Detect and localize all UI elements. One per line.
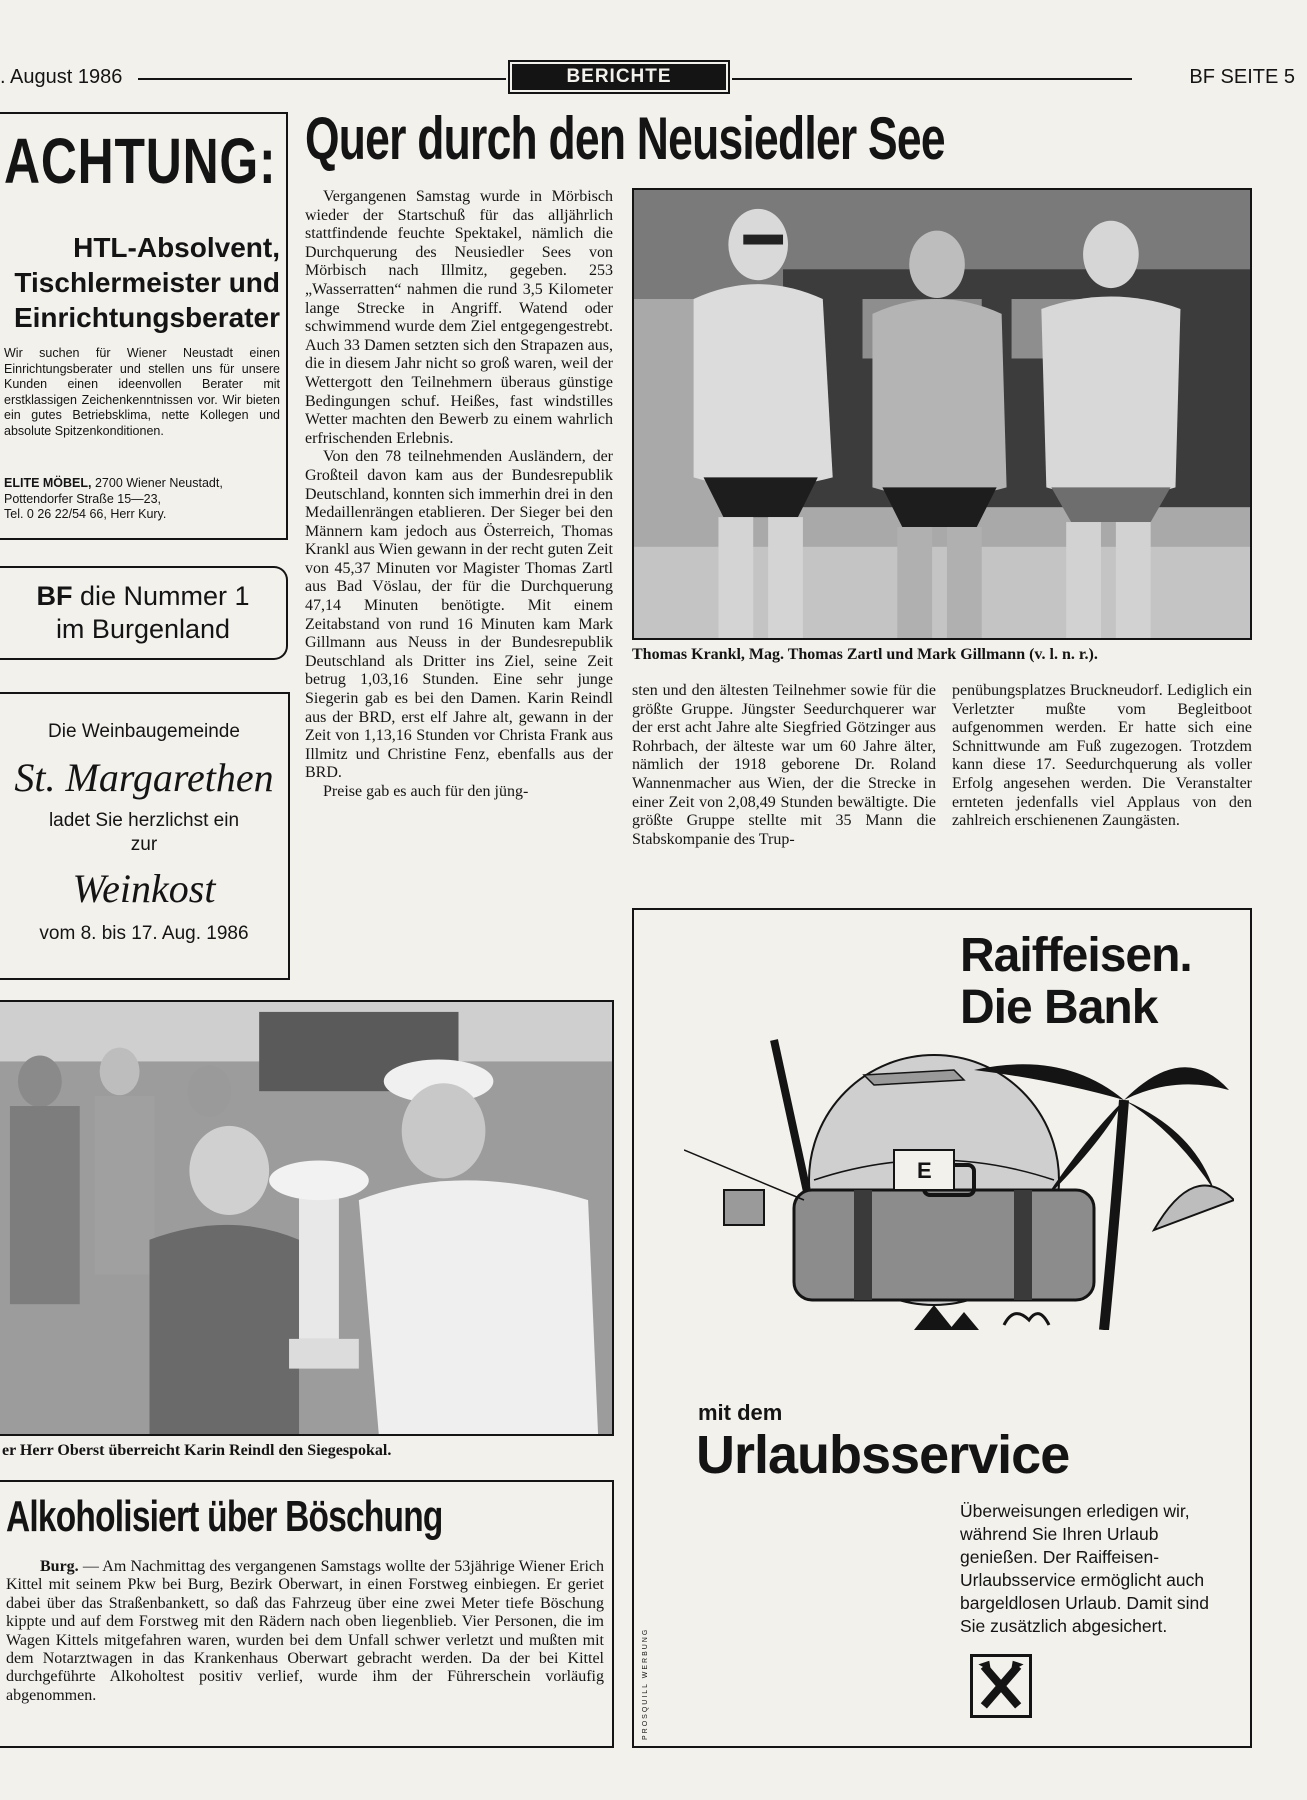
article-column-1 [305,188,613,802]
section-label: BERICHTE [512,64,726,90]
article-column-3 [952,682,1252,831]
ad-achtung-contact [4,476,284,523]
ad-bf-brand: BF [36,581,73,611]
ad-raiffeisen-title-line2: Die Bank [960,981,1158,1034]
ad-achtung-company: ELITE MÖBEL, [4,476,92,490]
ad-raiffeisen-body: Überweisungen erledigen wir, während Sie Ihren Urlaub genießen. Der Raiffeisen-Urlaubsservice ermöglicht auch bargeldlosen Urlaub. Damit sind Sie zusätzlich abgesichert. [960,1501,1210,1636]
ad-wein-event: Weinkost [72,866,216,911]
article-paragraph: Preise gab es auch für den jüng- [323,783,529,800]
ad-achtung-body: Wir suchen für Wiener Neustadt einen Einrichtungsberater und stellen uns für unsere Kunden einen ideenvollen Berater mit erstklassigen Zeichenkenntnissen vor. Wir bieten ein gutes Betriebsklima, nette Kollegen und absolute Spitzenkonditionen. [4,346,280,438]
ad-achtung-subtitle-line: HTL-Absolvent, [73,232,280,263]
article-paragraph: penübungsplatzes Bruckneudorf. Lediglich ein Verletzter mußte vom Begleitboot aufgenommen werden. Er hatte sich eine Schnittwunde am Fuß zugezogen. Trotzdem kann diese 17. Seedurchquerung als voller Erfolg angesehen werden. Die Veranstalter ernteten jedenfalls viel Applaus von den zahlreich erschienenen Zaungästen. [952,682,1252,830]
article-headline: Quer durch den Neusiedler See [305,105,945,172]
photo-oberst-caption: er Herr Oberst überreicht Karin Reindl den Siegespokal. [2,1442,392,1459]
article-paragraph: Von den 78 teilnehmenden Ausländern, der Großteil davon kam aus der Bundesrepublik Deutschland, konnten sich immerhin drei in den Medaillenrängen etablieren. Der Sieger bei den Männern kam jedoch aus Österreich, Thomas Krankl aus Wien gewann in der recht guten Zeit von 45,37 Minuten vor Magister Thomas Zartl aus Bad Vöslau, der für die Durchquerung 47,14 Minuten benötigte. Mit einem Zeitabstand von rund 16 Minuten kam Mark Gillmann aus Neuss in der Bundesrepublik Deutschland als Dritter ins Ziel, seine Zeit betrug 1,03,16 Stunden. Eine sehr junge Siegerin gab es bei den Damen. Karin Reindl aus der BRD, erst elf Jahre alt, gewann in der Zeit von 1,13,16 Stunden vor Christa Frank aus Illmitz und Christine Fenz, ebenfalls aus der BRD. [305,448,613,782]
raiffeisen-gable-cross-icon [973,1657,1029,1715]
ad-raiffeisen-agency: PROSQUILL WERBUNG [642,1627,649,1740]
article-alkohol-place: Burg. [40,1558,79,1575]
article-alkohol-box [0,1480,614,1748]
ad-achtung-title: ACHTUNG: [4,125,277,197]
ad-raiffeisen-illustration [684,1030,1234,1330]
suitcase-illustration [684,1030,1234,1330]
ad-wein-invite: ladet Sie herzlichst ein [48,810,240,831]
ad-achtung-city: 2700 Wiener Neustadt, [91,476,223,490]
header-rule-right [732,78,1132,80]
raiffeisen-logo-icon [970,1654,1032,1718]
ad-raiffeisen-title-line1: Raiffeisen. [960,929,1192,982]
ad-achtung-street: Pottendorfer Straße 15—23, [4,491,162,506]
header-rule-left [138,78,506,80]
article-alkohol-headline: Alkoholisiert über Böschung [6,1492,443,1541]
ad-bf [0,566,288,660]
ad-achtung [0,112,288,540]
suitcase-label: E [917,1158,932,1183]
ad-raiffeisen-mit-dem: mit dem [698,1400,783,1425]
photo-swimmers-image [634,190,1250,638]
photo-oberst-image [0,1002,612,1434]
header-date: . August 1986 [0,66,123,88]
article-column-2 [632,682,936,849]
photo-swimmers-caption: Thomas Krankl, Mag. Thomas Zartl und Mark Gillmann (v. l. n. r.). [632,646,1098,663]
photo-oberst [0,1000,614,1436]
header-page: BF SEITE 5 [1189,66,1295,88]
ad-raiffeisen-service: Urlaubsservice [696,1425,1070,1485]
article-lead: Vergangenen Samstag wurde in Mörbisch wieder der Startschuß für das alljährlich stattfindende feuchte Spektakel, nämlich die Durchquerung des Neusiedler Sees von Mörbisch nach Illmitz, gegeben. 253 „Wasserratten“ nahmen die rund 3,5 Kilometer lange Strecke in Angriff. Watend oder schwimmend wurde dem Ziel entgegengestrebt. Auch 33 Damen setzten sich den Strapazen aus, die in diesem Jahr nicht so groß waren, weil der Wettergott den Teilnehmern überaus günstige Bedingungen schuf. Heißes, fast windstilles Wetter machten den Bewerb zu einem wahrlich erfrischenden Erlebnis. [305,188,613,447]
ad-raiffeisen-title [960,930,1192,1034]
ad-wein-place: St. Margarethen [14,755,274,800]
ad-bf-line1: die Nummer 1 [72,581,250,611]
ad-achtung-phone: Tel. 0 26 22/54 66, Herr Kury. [4,507,167,521]
ad-wein-zur: zur [130,834,158,855]
ad-raiffeisen [632,908,1252,1748]
photo-swimmers [632,188,1252,640]
ad-wein-intro: Die Weinbaugemeinde [48,721,240,742]
ad-bf-line2: im Burgenland [55,614,231,644]
ad-wein-dates: vom 8. bis 17. Aug. 1986 [39,923,249,944]
section-badge [508,60,730,94]
ad-achtung-subtitle-line: Tischlermeister und [14,267,280,298]
article-alkohol-text: — Am Nachmittag des vergangenen Samstags wollte der 53jährige Wiener Erich Kittel mit seinem Pkw bei Burg, Bezirk Oberwart, in einen Forstweg einbiegen. Er geriet dabei über das Straßenbankett, so daß das Fahrzeug über eine zwei Meter tiefe Böschung kippte und auf dem Forstweg mit den Rädern nach oben liegenblieb. Vier Personen, die im Wagen Kittels mitgefahren waren, wurden bei dem Unfall schwer verletzt und mußten mit dem Notarztwagen in das Krankenhaus Oberwart gebracht werden. Da der bei Kittel durchgeführte Alkoholtest positiv verlief, wurde ihm der Führerschein vorläufig abgenommen. [6,1558,604,1704]
article-alkohol-body [6,1558,604,1705]
ad-achtung-subtitle-line: Einrichtungsberater [13,302,280,333]
ad-achtung-subtitle [0,230,280,335]
ad-weinkost [0,692,290,980]
article-paragraph: sten und den ältesten Teilnehmer sowie für die größte Gruppe. Jüngster Seedurchquerer war der erst acht Jahre alte Siegfried Götzinger aus Rohrbach, der älteste war um 60 Jahre älter, nämlich der 1918 geborene Dr. Roland Wannenmacher aus Wien, der die Strecke in einer Zeit von 2,08,49 Stunden bewältigte. Die größte Gruppe stellte mit 35 Mann die Stabskompanie des Trup- [632,682,936,848]
